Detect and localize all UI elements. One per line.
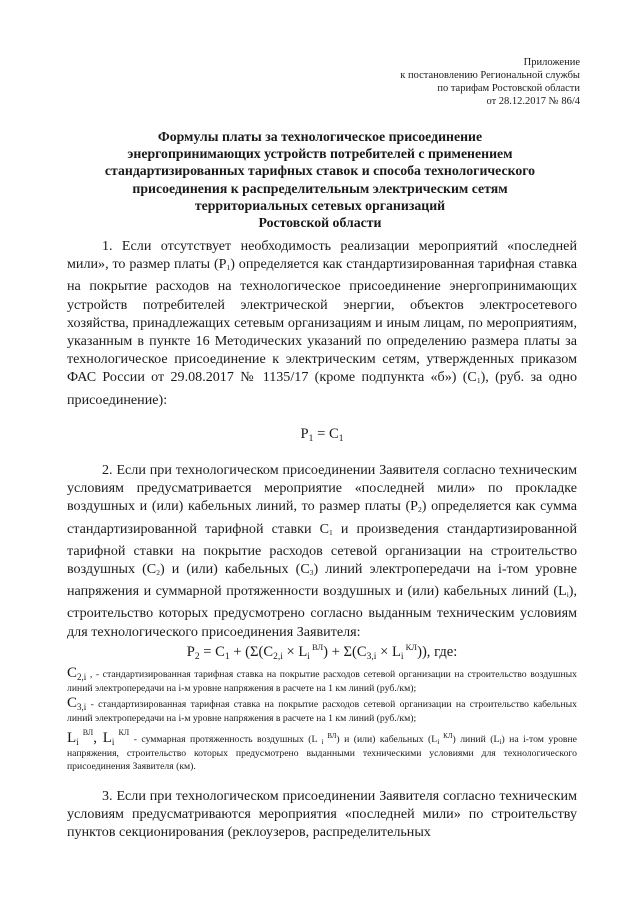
title-line: энергопринимающих устройств потребителей с применением (127, 146, 513, 162)
paragraph-1: 1. Если отсутствует необходимость реализации мероприятий «последней мили», то размер платы $(P_1)$ определяется как стандартизированная тарифная ставка на покрытие расходов на технологическое присоединение энергопринимающих устройств потребителей электрической энергии, объектов электросетевого хозяйства, принадлежащих сетевым организациям и иным лицам, по мероприятиям, указанным в пункте 16 Методических указаний по определению размера платы за технологическое присоединение к электрическим сетям, утвержденных приказом ФАС России от 29.08.2017 № 1135/17 (кроме подпункта «б») $(C_1)$, (руб. за одно присоединение): (67, 238, 578, 408)
paragraph-3: 3. Если при технологическом присоединении Заявителя согласно техническим условиям предусматриваются мероприятия «последней мили» по строительству пунктов секционирования (реклоузеров, распределительных (67, 788, 577, 841)
title-line: стандартизированных тарифных ставок и способа технологического (104, 163, 536, 179)
approval-line: по тарифам Ростовской области (437, 83, 580, 94)
legend-c2: $C_{2,i}$ , - стандартизированная тарифная ставка на покрытие расходов сетевой организации на строительство воздушных линий электропередачи на i-м уровне напряжения в расчете на 1 км линий (руб./км); (67, 665, 577, 695)
approval-line: к постановлению Региональной службы (400, 70, 580, 81)
title-line: Формулы платы за технологическое присоединение (157, 129, 483, 144)
approval-block (400, 56, 580, 108)
paragraph-2: 2. Если при технологическом присоединении Заявителя согласно техническим условиям предусматривается мероприятие «последней мили» по прокладке воздушных и (или) кабельных линий, то размер платы $(P_2)$ определяется как сумма стандартизированной тарифной ставки $C_1$ и произведения стандартизированной тарифной ставки на покрытие расходов сетевой организации на строительство воздушных $(C_2)$ и (или) кабельных $(C_3)$ линий электропередачи на i-том уровне напряжения и суммарной протяженности воздушных и (или) кабельных линий $(L_i)$, строительство которых предусмотрено согласно выданным техническим условиям для технологического присоединения Заявителя: (67, 462, 578, 640)
legend-length: $L_i$ $^{ВЛ}$, $L_i$ $^{КЛ}$ - суммарная протяженность воздушных (L $_i$ $^{ВЛ}$) и (или) кабельных ($L_i$ $^{КЛ}$) линий $(L_i)$ на i-том уровне напряжения, строительство которых предусмотрено выданными техническими условиями для технологического присоединения Заявителя (км). (67, 728, 577, 772)
title-line: территориальных сетевых организаций (194, 197, 446, 213)
title-line: присоединения к распределительным электрическим сетям (132, 180, 508, 196)
formula-p1: $P_1 = C_1$ (300, 426, 344, 444)
document-title (90, 128, 550, 231)
approval-line: Приложение (523, 57, 580, 68)
approval-date: от 28.12.2017 № 86/4 (486, 96, 580, 107)
legend-c3: $C_{3,i}$ - стандартизированная тарифная ставка на покрытие расходов сетевой организации на строительство кабельных линий электропередачи на i-м уровне напряжения в расчете на 1 км линий (руб./км); (67, 695, 578, 725)
formula-p2: $P_2 = C_1 + (\Sigma(C_{2,i} \times L_i$ $^{ВЛ}) + \Sigma(C_{3,i} \times L_i$ $^{КЛ}$)), где: (186, 642, 458, 662)
title-line: Ростовской области (258, 215, 382, 231)
